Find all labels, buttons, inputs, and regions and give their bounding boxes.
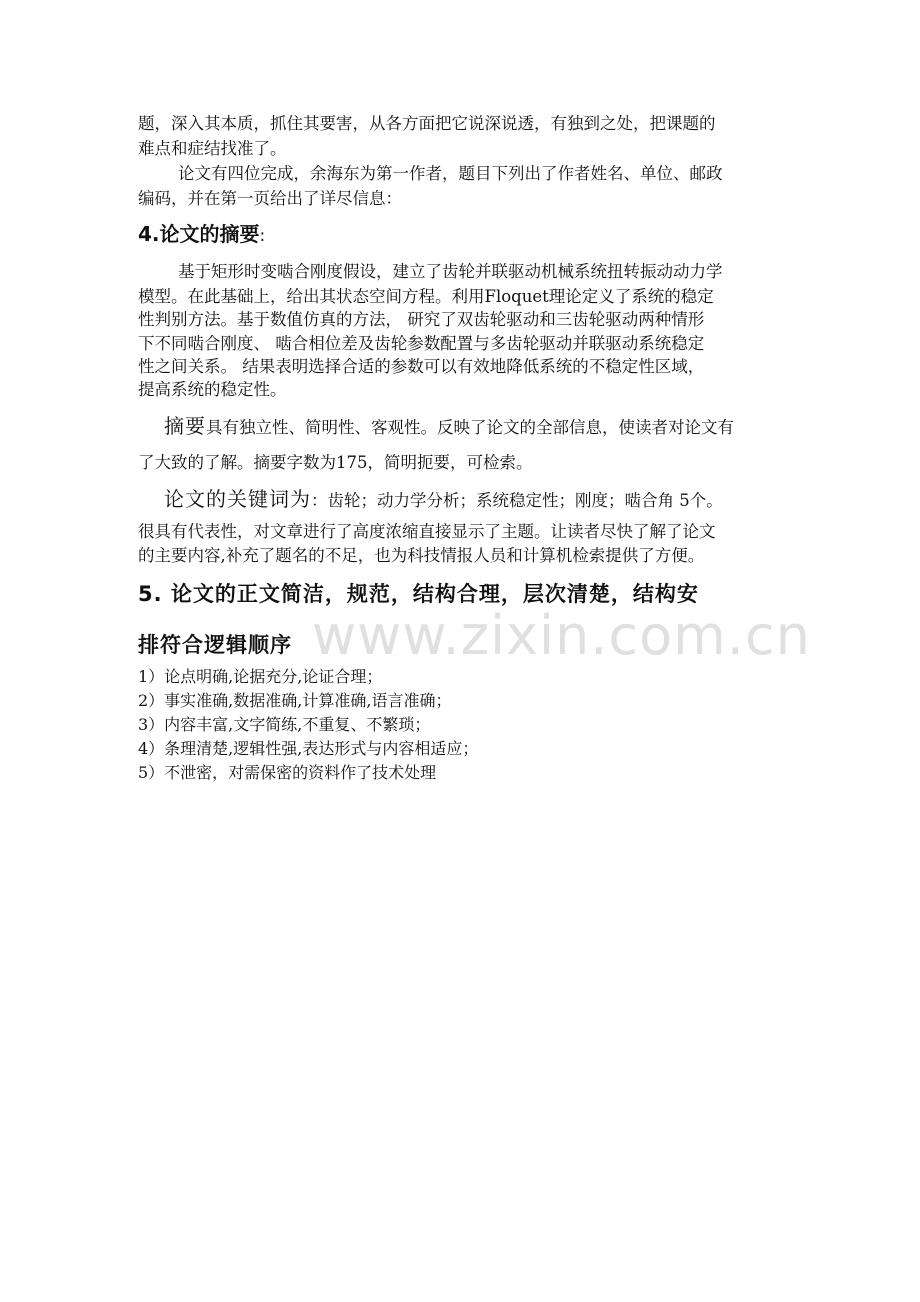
keywords-rest: ：齿轮；动力学分析；系统稳定性；刚度；啮合角 5个。 xyxy=(311,491,723,510)
watermark: www.zixin.com.cn xyxy=(312,604,811,667)
abstract-line: 性之间关系。 结果表明选择合适的参数可以有效地降低系统的不稳定性区域， xyxy=(138,357,705,376)
abstract-line: 下不同啮合刚度、 啮合相位差及齿轮参数配置与多齿轮驱动并联驱动系统稳定 xyxy=(138,334,705,353)
abstract-line: 性判别方法。基于数值仿真的方法， 研究了双齿轮驱动和三齿轮驱动两种情形 xyxy=(138,310,705,329)
section-4-heading xyxy=(138,221,265,249)
paragraph-line: 论文有四位完成，余海东为第一作者，题目下列出了作者姓名、单位、邮政 xyxy=(178,164,723,183)
keywords-line: 的主要内容,补充了题名的不足，也为科技情报人员和计算机检索提供了方便。 xyxy=(138,546,705,565)
list-item: 3）内容丰富,文字简练,不重复、不繁琐； xyxy=(138,715,431,734)
paragraph-line: 编码，并在第一页给出了详尽信息： xyxy=(138,189,402,208)
summary-line: 了大致的了解。摘要字数为175，简明扼要，可检索。 xyxy=(138,453,533,472)
abstract-line: 模型。在此基础上，给出其状态空间方程。利用Floquet理论定义了系统的稳定 xyxy=(138,287,714,306)
paragraph-line: 题，深入其本质，抓住其要害，从各方面把它说深说透，有独到之处，把课题的 xyxy=(138,114,716,133)
list-item: 4）条理清楚,逻辑性强,表达形式与内容相适应； xyxy=(138,739,479,758)
section-4-heading-colon: : xyxy=(259,226,266,246)
list-item: 2）事实准确,数据准确,计算准确,语言准确； xyxy=(138,691,452,710)
keywords-line xyxy=(164,486,723,514)
section-5-heading-line2: 排符合逻辑顺序 xyxy=(138,633,292,657)
summary-line xyxy=(164,413,734,441)
list-item: 5）不泄密，对需保密的资料作了技术处理 xyxy=(138,763,437,782)
list-item: 1）论点明确,论据充分,论证合理； xyxy=(138,667,383,686)
abstract-line: 基于矩形时变啮合刚度假设，建立了齿轮并联驱动机械系统扭转振动动力学 xyxy=(178,262,723,281)
section-5-heading-line1: 5. 论文的正文简洁，规范，结构合理，层次清楚，结构安 xyxy=(138,582,699,606)
paragraph-line: 难点和症结找准了。 xyxy=(138,139,287,158)
summary-rest: 具有独立性、简明性、客观性。反映了论文的全部信息，使读者对论文有 xyxy=(206,418,734,437)
keywords-line: 很具有代表性，对文章进行了高度浓缩直接显示了主题。让读者尽快了解了论文 xyxy=(138,522,716,541)
abstract-line: 提高系统的稳定性。 xyxy=(138,380,287,399)
summary-term: 摘要 xyxy=(164,414,206,438)
section-4-heading-text: 4.论文的摘要 xyxy=(138,222,260,246)
keywords-term: 论文的关键词为 xyxy=(164,487,311,511)
